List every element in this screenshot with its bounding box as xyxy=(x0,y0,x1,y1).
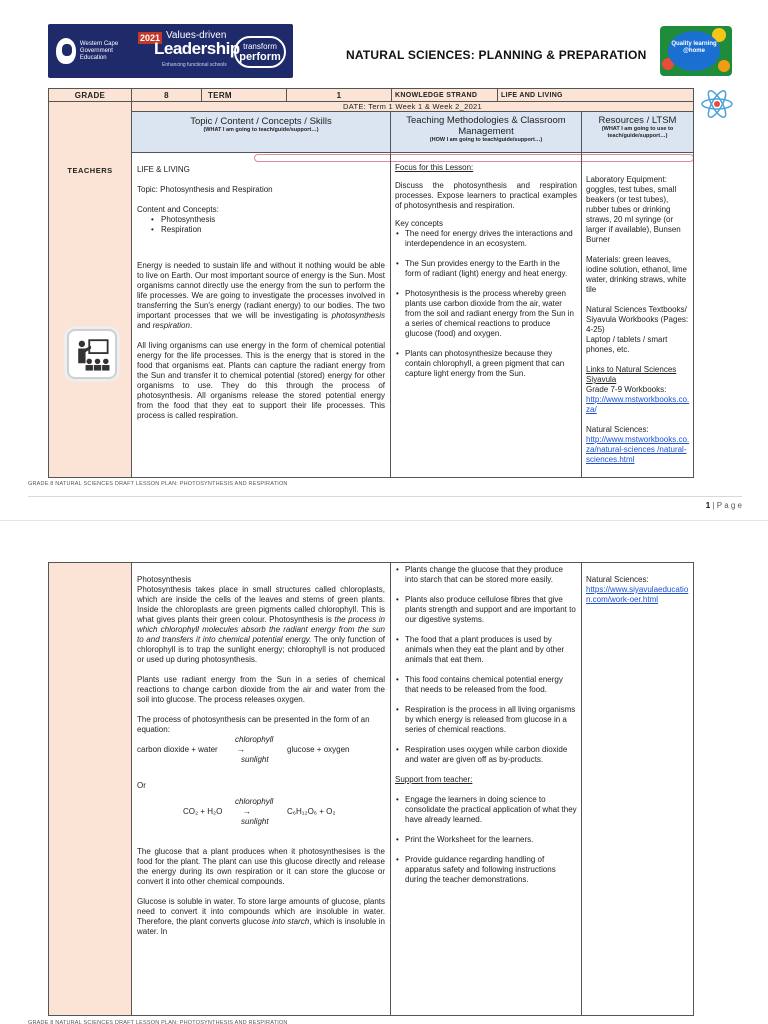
textbooks: Natural Sciences Textbooks/ Siyavula Workbooks (Pages: 4-25) xyxy=(586,305,689,334)
ns-link[interactable]: http://www.mstworkbooks.co.za/natural-sciences /natural-sciences.html xyxy=(586,435,690,464)
photosynthesis-heading: Photosynthesis xyxy=(137,575,192,584)
date-row: DATE: Term 1 Week 1 & Week 2_2021 xyxy=(131,101,694,112)
topic-line: Topic: Photosynthesis and Respiration xyxy=(137,185,273,194)
method-item: • Respiration uses oxygen while carbon dioxide and water are given off as by-products. xyxy=(395,745,577,765)
methods-cell-continued xyxy=(390,562,582,1016)
grade-value: 8 xyxy=(131,88,202,102)
page-gap xyxy=(0,520,768,548)
siyavula-link[interactable]: https://www.siyavulaeducation.com/work-oer.html xyxy=(586,585,689,604)
document-title: NATURAL SCIENCES: PLANNING & PREPARATION xyxy=(346,48,647,62)
resources-cell xyxy=(581,152,694,478)
concept-item: • Photosynthesis xyxy=(145,215,385,225)
teachers-label: TEACHERS xyxy=(67,166,113,175)
logo-year: 2021 xyxy=(140,33,161,43)
methods-cell xyxy=(390,152,582,478)
strand-value: LIFE AND LIVING xyxy=(497,88,694,102)
topic-cell xyxy=(131,152,391,478)
word-equation: chlorophyll carbon dioxide + water → glucose + oxygen sunlight xyxy=(137,735,350,764)
key-concept-item: • The need for energy drives the interactions and interdependence in an ecosystem. xyxy=(395,229,577,249)
logo-govt-text: Western Cape Government xyxy=(79,40,119,54)
focus-label: Focus for this Lesson: xyxy=(395,163,474,172)
teachers-cell xyxy=(48,101,132,478)
method-item: • This food contains chemical potential energy that needs to be released from the food. xyxy=(395,675,577,695)
resources-cell-continued xyxy=(581,562,694,1016)
term-label: TERM xyxy=(201,88,287,102)
method-item: • Respiration is the process in all living organisms by which energy is released from glucose in a series of chemical reactions. xyxy=(395,705,577,735)
devices: Laptop / tablets / smart phones, etc. xyxy=(586,335,668,354)
chemical-equation: chlorophyll CO₂ + H₂O → C₆H₁₂O₆ + O₂ sunlight xyxy=(183,797,336,826)
topic-cell-continued xyxy=(131,562,391,1016)
links-label: Links to Natural Sciences Siyavula xyxy=(586,365,677,384)
transform-perform-badge: transform perform xyxy=(234,36,286,68)
document-page-2 xyxy=(0,548,768,1024)
coat-of-arms-icon xyxy=(56,38,76,64)
key-concept-item: • The Sun provides energy to the Earth in the form of radiant (light) energy and heat energy. xyxy=(395,259,577,279)
method-item: • Plants change the glucose that they produce into starch that can be stored more easily. xyxy=(395,565,577,585)
logo-values: Values-driven xyxy=(166,30,227,41)
topic-paragraph: Energy is needed to sustain life and without it nothing would be able to live on Earth. Our most important source of energy is the Sun. Most organisms cannot directly use the energy from the sun to perform the life processes. We are going to investigate the processes involved in transferring the Sun's energy (radiant energy) to our bodies. The two important processes that we will be investigating is photosynthesis and respiration. xyxy=(137,261,385,330)
concepts-label: Content and Concepts: xyxy=(137,205,219,214)
topic-paragraph: Photosynthesis takes place in small structures called chloroplasts, which are inside the cells of the leaves and stems of green plants. Inside the chloroplasts are green pigments called chlorophyll. This is what gives plants their green colour. Photosynthesis is the process in which chlorophyll molecules absorb the radiant energy from the sun to and transfers it into chemical potential energy. The only function of chlorophyll is to trap the sunlight energy; chlorophyll is not produced or used up during photosynthesis. xyxy=(137,585,386,664)
page-footer: GRADE 8 NATURAL SCIENCES DRAFT LESSON PLAN: PHOTOSYNTHESIS AND RESPIRATION xyxy=(28,1020,288,1024)
ql-text: Quality learning @home xyxy=(668,31,720,71)
atom-icon xyxy=(700,89,734,119)
logo-govt-sub: Education xyxy=(79,54,107,61)
ns-label: Natural Sciences: xyxy=(586,575,649,584)
or-label: Or xyxy=(137,781,146,790)
logo-leadership: Leadership xyxy=(154,39,240,58)
materials: Materials: green leaves, iodine solution, ethanol, lime water, drinking straws, white tile xyxy=(586,255,687,294)
support-label: Support from teacher: xyxy=(395,775,473,784)
focus-text: Discuss the photosynthesis and respiration processes. Expose learners to practical examples of photosynthesis and respiration. xyxy=(395,181,577,210)
method-item: • Plants also produce cellulose fibres that give plants strength and support and are important to our digestive systems. xyxy=(395,595,577,625)
topic-paragraph: The glucose that a plant produces when it photosynthesises is the food for the plant. The plant can use this glucose directly and release the energy during its own respiration or it can store the glucose or convert it into other chemical compounds. xyxy=(137,847,385,886)
quality-learning-logo xyxy=(660,26,732,76)
key-concept-item: • Plants can photosynthesize because they contain chlorophyll, a green pigment that can capture light energy from the Sun. xyxy=(395,349,577,379)
topic-heading: LIFE & LIVING xyxy=(137,165,190,174)
topic-paragraph: The process of photosynthesis can be presented in the form of an equation: xyxy=(137,715,370,734)
key-concept-item: • Photosynthesis is the process whereby green plants use carbon dioxide from the air, water from the soil and radiant energy from the Sun in a series of chemical reactions to produce glucose (food) and oxygen. xyxy=(395,289,577,339)
term-value: 1 xyxy=(286,88,392,102)
topic-paragraph: All living organisms can use energy in the form of chemical potential energy for the life processes. This is the energy that is stored in the food that organisms eat. Plants can capture the radiant energy from the Sun and transfer it to chemical potential (stored) energy for other organisms to use. They do this through the process of photosynthesis. All organisms release the stored potential energy from the food that they eat to support their life processes. This process is called respiration. xyxy=(137,341,385,420)
teacher-presentation-icon xyxy=(67,329,117,379)
support-item: • Engage the learners in doing science to consolidate the practical application of what they have already learned. xyxy=(395,795,577,825)
col-header-topic: Topic / Content / Concepts / Skills (WHAT I am going to teach/guide/support…) xyxy=(131,111,391,153)
lab-equipment: Laboratory Equipment: goggles, test tubes, small beakers (or test tubes), rubber tubes or drinking straws, 20 ml syringe (or larger if available), Bunsen Burner xyxy=(586,175,681,244)
support-item: • Provide guidance regarding handling of apparatus safety and following instructions during the teacher demonstrations. xyxy=(395,855,577,885)
page-footer: GRADE 8 NATURAL SCIENCES DRAFT LESSON PLAN: PHOTOSYNTHESIS AND RESPIRATION xyxy=(28,481,288,487)
workbooks-label: Grade 7-9 Workbooks: xyxy=(586,385,667,394)
topic-paragraph: Plants use radiant energy from the Sun in a series of chemical reactions to change carbon dioxide from the air and water from the soil into glucose. The process releases oxygen. xyxy=(137,675,385,704)
wcg-leadership-logo xyxy=(48,24,293,78)
method-item: • The food that a plant produces is used by animals when they eat the plant and by other animals that eat them. xyxy=(395,635,577,665)
col-header-methods: Teaching Methodologies & Classroom Management (HOW I am going to teach/guide/support…) xyxy=(390,111,582,153)
key-concepts-label: Key concepts xyxy=(395,219,444,228)
strand-label: KNOWLEDGE STRAND xyxy=(391,88,498,102)
support-item: • Print the Worksheet for the learners. xyxy=(395,835,577,845)
page-number: 1 | P a g e xyxy=(705,501,742,510)
logo-tagline: Enhancing functional schools xyxy=(162,62,227,68)
topic-paragraph: Glucose is soluble in water. To store large amounts of glucose, plants need to convert it into compounds which are insoluble in water. Therefore, the plant converts glucose into starch, which is insoluble in water. In xyxy=(137,897,386,936)
grade-label: GRADE xyxy=(48,88,132,102)
workbooks-link[interactable]: http://www.mstworkbooks.co.za/ xyxy=(586,395,690,414)
ns-label: Natural Sciences: xyxy=(586,425,649,434)
col-header-resources: Resources / LTSM (WHAT I am going to use to teach/guide/support…) xyxy=(581,111,694,153)
teachers-cell-continued xyxy=(48,562,132,1016)
concept-item: • Respiration xyxy=(145,225,385,235)
